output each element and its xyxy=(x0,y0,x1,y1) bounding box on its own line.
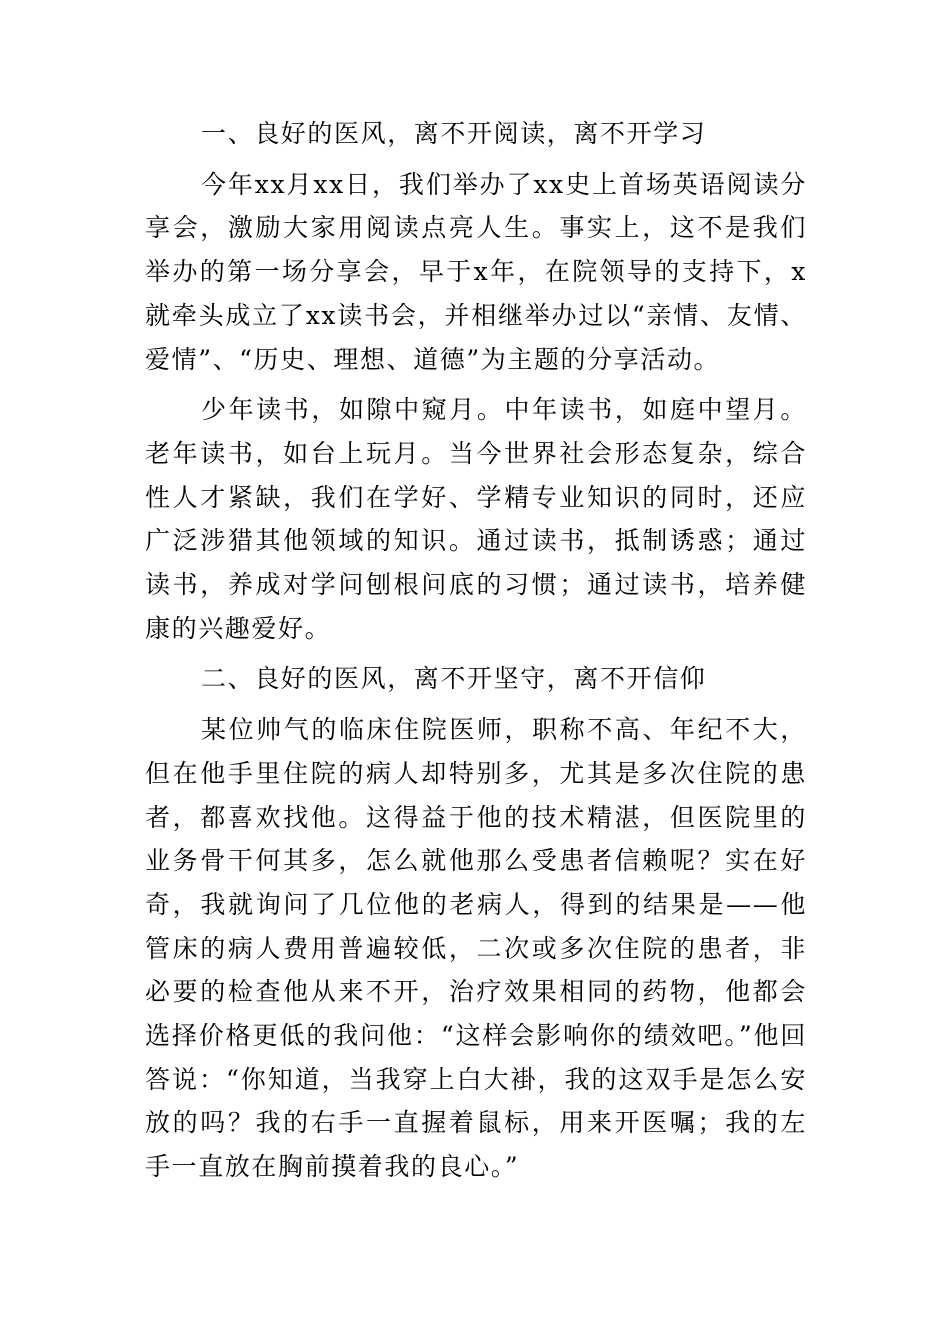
section-1-paragraph-2: 少年读书，如隙中窥月。中年读书，如庭中望月。老年读书，如台上玩月。当今世界社会形态复杂，综合性人才紧缺，我们在学好、学精专业知识的同时，还应广泛涉猎其他领域的知识。通过读书，抵制诱惑；通过读书，养成对学问刨根问底的习惯；通过读书，培养健康的兴趣爱好。 xyxy=(145,395,807,643)
section-2-heading: 二、良好的医风，离不开坚守，离不开信仰 xyxy=(201,664,707,694)
section-2-paragraph-1: 某位帅气的临床住院医师，职称不高、年纪不大，但在他手里住院的病人却特别多，尤其是多次住院的患者，都喜欢找他。这得益于他的技术精湛，但医院里的业务骨干何其多，怎么就他那么受患者信赖呢？实在好奇，我就询问了几位他的老病人，得到的结果是——他管床的病人费用普遍较低，二次或多次住院的患者，非必要的检查他从来不开，治疗效果相同的药物，他都会选择价格更低的我问他：“这样会影响你的绩效吧。”他回答说：“你知道，当我穿上白大褂，我的这双手是怎么安放的吗？我的右手一直握着鼠标，用来开医嘱；我的左手一直放在胸前摸着我的良心。” xyxy=(145,715,807,1182)
section-1-paragraph-1: 今年xx月xx日，我们举办了xx史上首场英语阅读分享会，激励大家用阅读点亮人生。事实上，这不是我们举办的第一场分享会，早于x年，在院领导的支持下，x就牵头成立了xx读书会，并相继举办过以“亲情、友情、爱情”、“历史、理想、道德”为主题的分享活动。 xyxy=(145,169,807,374)
document-body xyxy=(145,112,807,1189)
section-1-heading: 一、良好的医风，离不开阅读，离不开学习 xyxy=(201,119,707,148)
